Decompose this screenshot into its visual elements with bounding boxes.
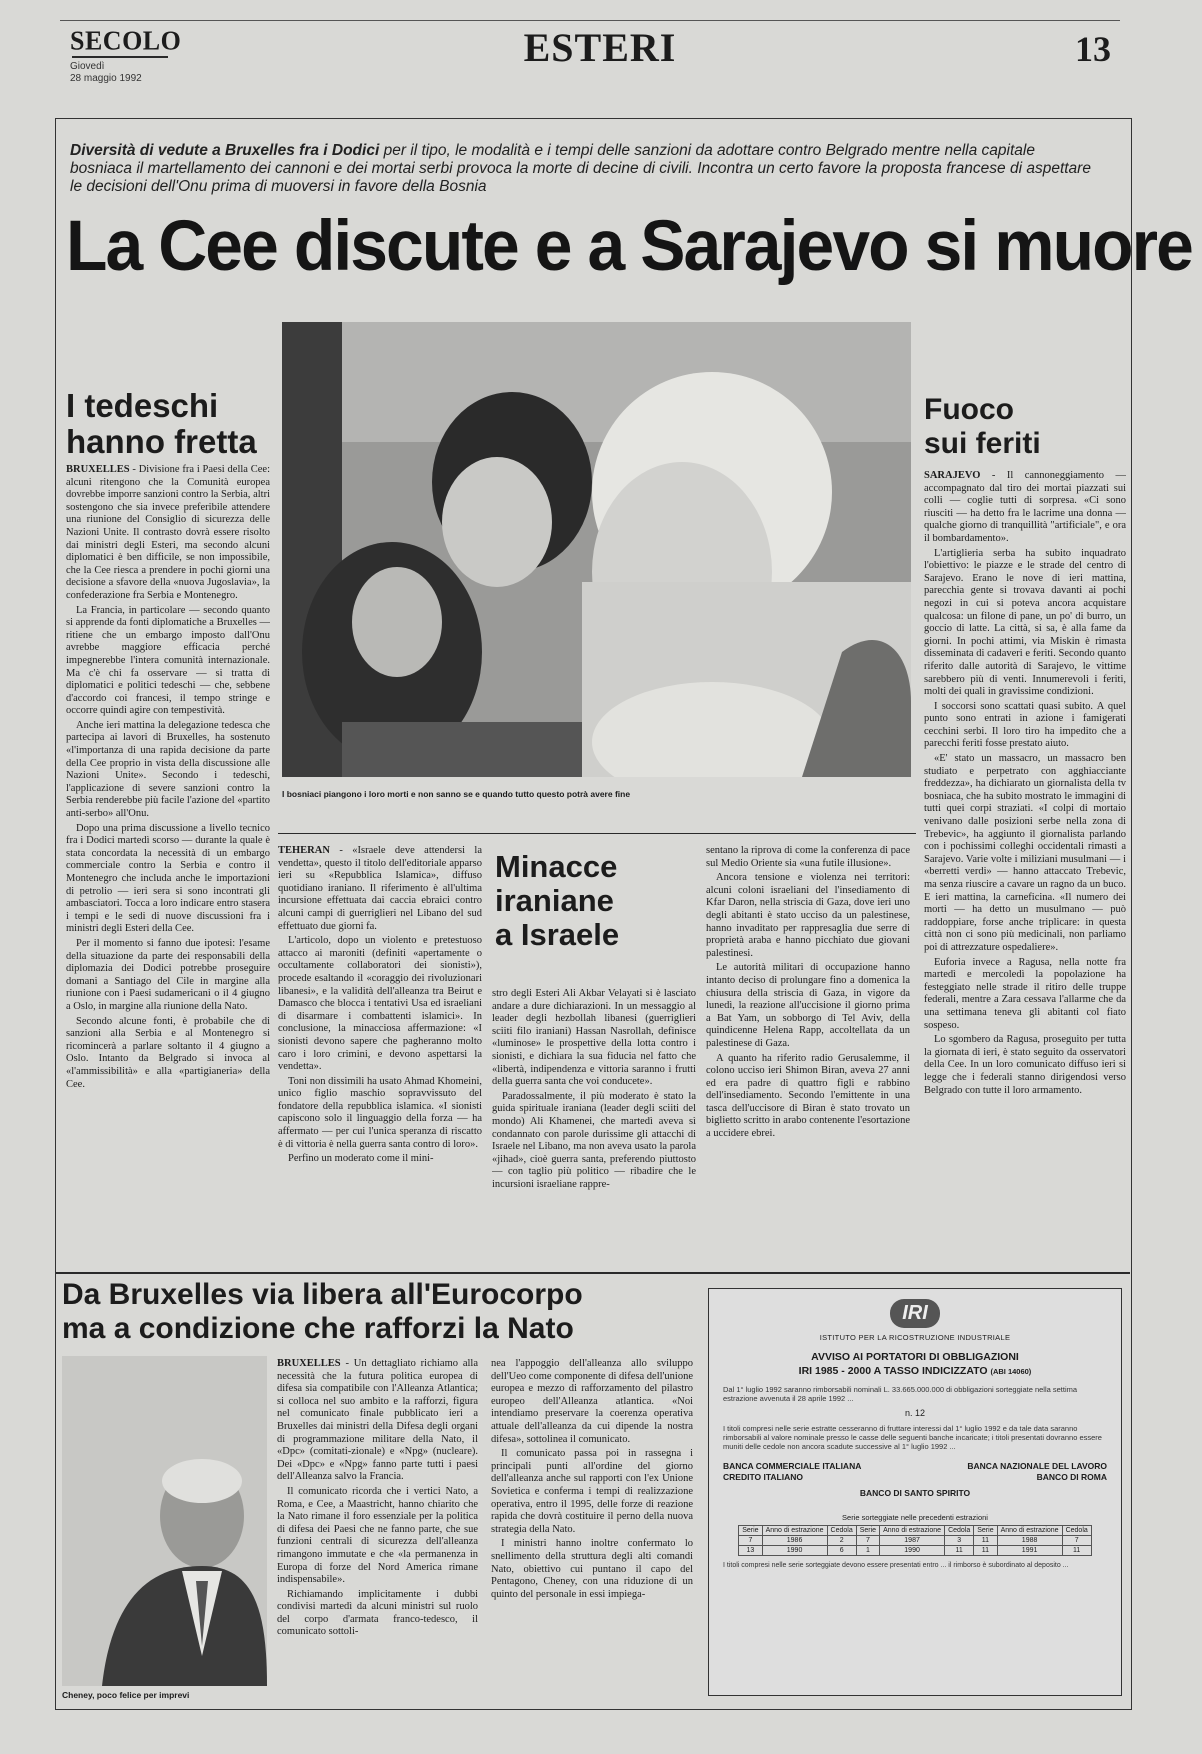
kicker-bold: Diversità di vedute a Bruxelles fra i Dodici	[70, 142, 380, 159]
paragraph: «E' stato un massacro, un massacro ben studiato e perpetrato con agghiacciante freddezza», ha dichiarato un giornalista della tv bosniaca, che ha subito mostrato le immagini di tutti quei corpi straziati. «I colpi di mortaio venivano dalle posizioni serbe nella zona di Trebevic», ha aggiunto il giornalista parlando con i pochissimi colleghi occidentali rimasti a Sarajevo. Varie volte i miliziani musulmani — i «berretti verdi» — hanno attaccato Trebevic, ma senza riuscire a cavare un ragno da un buco. E ieri mattina, la carneficina. «Il numero dei morti — ha detto un musulmano — può raddoppiare, forse anche triplicare: in questa città non ci sono più medicinali, non parliamo poi di attrezzature ospedaliere».	[924, 753, 1126, 953]
paragraph: TEHERAN - «Israele deve attendersi la vendetta», questo il titolo dell'editoriale apparso ieri su «Repubblica Islamica», diffuso quotidiano iraniano. Il riferimento è all'ultima incursione effettuata dai caccia ebraici contro alcuni campi di guerriglieri nel Libano del sud effettuato due giorni fa.	[278, 845, 482, 932]
table-row	[739, 1546, 1092, 1556]
bank-5: BANCO DI SANTO SPIRITO	[859, 1488, 971, 1498]
masthead-top-rule	[60, 20, 1120, 21]
paragraph: Le autorità militari di occupazione hanno intanto deciso di prolungare fino a domenica la chiusura della striscia di Gaza, in vigore da lunedì, la reazione all'uccisione il giorno prima a Bat Yam, un sobborgo di Tel Aviv, della quindicenne Helena Rapp, accoltellata da un palestinese di Gaza.	[706, 962, 910, 1049]
paper-name: SECOLO	[70, 25, 182, 56]
notice-body-2: I titoli compresi nelle serie estratte cesseranno di fruttare interessi dal 1° luglio 1992 e da tale data saranno rimborsabili al valore nominale presso le casse delle seguenti banche incaricate; i titoli presentati dovranno essere muniti delle cedole non ancora scadute successive al 1° luglio 1992 ...	[723, 1424, 1102, 1451]
iri-bond-notice	[708, 1288, 1122, 1696]
eurocorpo-col-1	[277, 1358, 478, 1704]
issue-date: 28 maggio 1992	[70, 73, 142, 84]
paragraph: La Francia, in particolare — secondo quanto si apprende da fonti diplomatiche a Bruxelles — ritiene che un embargo imposto dall'Onu avrebbe maggiore efficacia perché impegnerebbe l'intera comunità internazionale. Ma c'è chi fa osservare — si tratta di diplomatici e politici tedeschi — che, sebbene d'accordo coi francesi, il tempo stringe e occorre quindi agire con tempestività.	[66, 604, 270, 717]
paper-name-underline	[72, 56, 168, 58]
table-header-cell: Serie	[856, 1526, 879, 1536]
table-cell: 11	[945, 1546, 974, 1556]
lower-section-rule	[56, 1272, 1130, 1274]
table-title: Serie sorteggiate nelle precedenti estrazioni	[842, 1513, 988, 1522]
dateline: TEHERAN	[278, 845, 330, 856]
tedeschi-title-line2: hanno fretta	[66, 423, 257, 460]
notice-title: AVVISO AI PORTATORI DI OBBLIGAZIONI	[811, 1351, 1019, 1363]
paragraph: I soccorsi sono scattati quasi subito. A quel punto sono entrati in azione i famigerati cecchini serbi. Il loro tiro ha impedito che a parecchi feriti fosse prestato aiuto.	[924, 700, 1126, 750]
cheney-photo	[62, 1356, 267, 1686]
main-photo	[282, 322, 911, 777]
eurocorpo-headline-line1: Da Bruxelles via libera all'Eurocorpo	[62, 1278, 583, 1311]
table-row	[739, 1536, 1092, 1546]
table-header-cell: Serie	[739, 1526, 762, 1536]
table-cell: 13	[739, 1546, 762, 1556]
paragraph: Per il momento si fanno due ipotesi: l'esame della situazione da parte dei responsabili della diplomazia dei Dodici potrebbe proseguire domani a Santiago del Cile in margine alla riunione con i Paesi sudamericani o il 4 giugno a Oslo, in margine alla riunione della Nato.	[66, 937, 270, 1012]
table-header-cell: Anno di estrazione	[997, 1526, 1062, 1536]
tedeschi-title	[66, 388, 257, 460]
cheney-photo-caption: Cheney, poco felice per imprevi	[62, 1690, 190, 1700]
table-header-cell: Serie	[974, 1526, 997, 1536]
paragraph: nea l'appoggio dell'alleanza allo sviluppo dell'Ueo come componente di difesa dell'unione europea e mezzo di rafforzamento del pilastro europeo dell'Alleanza atlantica. «Noi intendiamo preservare la coerenza operativa attuale dell'alleanza da cui dipende la nostra difesa», sottolinea il comunicato.	[491, 1358, 693, 1445]
paragraph: BRUXELLES - Un dettagliato richiamo alla necessità che la futura politica europea di difesa sia compatibile con l'Alleanza Atlantica; si colloca nel suo ambito e la rafforzi, figura nel comunicato finale pubblicato ieri a Bruxelles dai ministri della Difesa degli organi di programmazione militare della Nato, il «Dpc» (comitati-zionale) e «Npg» (nucleare). Dei «Dpc» e «Npg» fanno parte tutti i paesi dell'Alleanza salvo la Francia.	[277, 1358, 478, 1483]
mourners-photo-icon	[282, 322, 911, 777]
fuoco-title	[924, 393, 1041, 461]
paragraph: SARAJEVO - Il cannoneggiamento — accompagnato dal tiro dei mortai piazzati sui colli — coglie tutti di sorpresa. «Ci sono riusciti — ha detto fra le lacrime una donna — qualche giorno di tranquillità "artificiale", e ora il bombardamento».	[924, 470, 1126, 544]
table-cell: 1987	[880, 1536, 945, 1546]
table-cell: 11	[974, 1536, 997, 1546]
tedeschi-article	[66, 464, 270, 1260]
table-header-cell: Anno di estrazione	[880, 1526, 945, 1536]
paragraph: Perfino un moderato come il mini-	[288, 1153, 434, 1165]
minacce-title-line3: a Israele	[495, 917, 620, 952]
table-cell: 7	[856, 1536, 879, 1546]
main-headline: La Cee discute e a Sarajevo si muore	[66, 207, 1192, 286]
paragraph: stro degli Esteri Ali Akbar Velayati si è lasciato andare a dure dichiarazioni. In un messaggio al leader degli hezbollah libanesi (guerriglieri sciiti filo iraniani) Hassan Nasrollah, definisce «luminose» le prospettive della lotta contro i sionisti, e dichiara la sua fiducia nel fatto che «libertà, indipendenza e vittoria saranno i frutti della guerra santa che voi conducete».	[492, 988, 696, 1088]
section-title: ESTERI	[523, 25, 677, 70]
table-cell: 1988	[997, 1536, 1062, 1546]
dateline: BRUXELLES	[66, 464, 130, 475]
table-cell: 7	[1062, 1536, 1091, 1546]
minacce-col-2	[492, 988, 696, 1269]
notice-body-1: Dal 1° luglio 1992 saranno rimborsabili nominali L. 33.665.000.000 di obbligazioni sorteggiate nella settima estrazione avvenuta il 28 aprile 1992 ...	[723, 1385, 1078, 1403]
paragraph: BRUXELLES - Divisione fra i Paesi della Cee: alcuni ritengono che la Comunità europea dovrebbe imporre sanzioni contro la Serbia, altri sostengono che sia invece preferibile attendere una riunione del Consiglio di sicurezza delle Nazioni Unite. Il contrasto dovrà essere risolto dai ministri degli Esteri, ma secondo alcuni diplomatici è ben difficile, se non impossibile, che la Cee riesca a prendere in pochi giorni una decisione a sfavore della «nuova Jugoslavia», la confederazione fra Serbia e Montenegro.	[66, 464, 270, 601]
fuoco-title-line1: Fuoco	[924, 393, 1014, 426]
minacce-top-rule	[278, 833, 916, 834]
minacce-col-3	[706, 845, 910, 1269]
paragraph: Anche ieri mattina la delegazione tedesca che partecipa ai lavori di Bruxelles, ha sostenuto «l'importanza di una rapida decisione da parte della Cee proprio in vista della discussione alle Nazioni Unite». Secondo i tedeschi, l'applicazione di severe sanzioni contro la Serbia renderebbe più facile l'azione del «partito anti-serbo» all'Onu.	[66, 719, 270, 820]
paragraph: A quanto ha riferito radio Gerusalemme, il colono ucciso ieri Shimon Biran, aveva 27 anni ed era padre di quattro figli e rabbino dell'insediamento. Secondo l'emittente in una tasca dell'uccisore di Biran è stato trovato un biglietto scritto in arabo contenente l'esortazione a uccidere ebrei.	[706, 1052, 910, 1140]
series-number: n. 12	[904, 1408, 926, 1418]
paragraph: Il comunicato passa poi in rassegna i principali punti all'ordine del giorno dell'alleanza anche sul rapporti con l'ex Unione Sovietica e conferma i tempi di realizzazione operativa, entro il 1995, delle forze di reazione rapida che dovrà costituire il perno della nuova strategia della Nato.	[491, 1448, 693, 1535]
paragraph: Richiamando implicitamente i dubbi condivisi martedì da alcuni ministri sul ruolo del corpo d'armata franco-tedesco, il comunicato sottoli-	[277, 1588, 478, 1638]
table-cell: 11	[974, 1546, 997, 1556]
paragraph: Euforia invece a Ragusa, nella notte fra martedì e mercoledì la popolazione ha festeggiato nelle strade il ritiro delle truppe federali, mentre a Zara cessava l'allarme che da una settimana teneva gli abitanti col fiato sospeso.	[924, 956, 1126, 1031]
dateline: BRUXELLES	[277, 1358, 341, 1369]
eurocorpo-headline	[62, 1278, 702, 1346]
paragraph: Lo sgombero da Ragusa, proseguito per tutta la giornata di ieri, è stato seguito da osservatori della Cee. In un loro comunicato diffuso ieri si legge che i federali stanno dirigendosi verso Belgrado con tutte il loro armamento.	[924, 1034, 1126, 1096]
main-photo-caption: I bosniaci piangono i loro morti e non sanno se e quando tutto questo potrà avere fine	[282, 789, 631, 799]
table-cell: 7	[739, 1536, 762, 1546]
fuoco-article	[924, 470, 1126, 1270]
paragraph: I ministri hanno inoltre confermato lo snellimento della struttura degli alti comandi Nato, obiettivo cui puntano il capo del Pentagono, Cheney, con una riduzione di un quinto del personale in essi impiega-	[491, 1538, 693, 1600]
bank-4: BANCO DI ROMA	[1036, 1472, 1107, 1482]
paragraph: Toni non dissimili ha usato Ahmad Khomeini, unico figlio maschio sopravvissuto del fondatore della repubblica islamica. «I sionisti capiscono solo il linguaggio della forza — ha affermato — per cui l'unica speranza di riscatto è di vittoria è nella guerra santa contro di loro».	[278, 1075, 482, 1150]
bank-1: BANCA COMMERCIALE ITALIANA	[723, 1461, 862, 1471]
kicker-text: per il tipo, le modalità e i tempi delle sanzioni da adottare contro Belgrado mentre nella capitale bosniaca il martellamento dei cannoni e dei mortai serbi provoca la morte di decine di civili. Incontra un certo favore la proposta francese di aspettare le decisioni dell'Onu prima di muoversi in favore della Bosnia	[70, 142, 1091, 195]
minacce-title-line2: iraniane	[495, 883, 614, 918]
extraction-table	[738, 1525, 1092, 1556]
minacce-col-1	[278, 845, 482, 1269]
table-cell: 6	[827, 1546, 856, 1556]
notice-footer: I titoli compresi nelle serie sorteggiate devono essere presentati entro ... il rimborso è subordinato al deposito ...	[723, 1562, 1069, 1569]
issue-day: Giovedì	[70, 61, 105, 72]
table-header-cell: Anno di estrazione	[762, 1526, 827, 1536]
iri-institute: ISTITUTO PER LA RICOSTRUZIONE INDUSTRIALE	[819, 1333, 1011, 1342]
paragraph: sentano la riprova di come la conferenza di pace sul Medio Oriente sia «una futile illusione».	[706, 845, 910, 869]
page-number: 13	[1075, 29, 1111, 69]
paragraph: L'articolo, dopo un violento e pretestuoso attacco ai maroniti (definiti «apertamente o occultamente collaboratori dei sionisti»), procede esaltando il «coraggio dei rivoluzionari libanesi», e la validità dell'alleanza tra Beirut e Damasco che blocca i tentativi Usa ed israeliani di disarmare i combattenti islamici». In conclusione, la minacciosa affermazione: «I sionisti devono sapere che pagheranno molto caro i loro crimini, e devono aspettarsi la vendetta».	[278, 935, 482, 1073]
paragraph: Ancora tensione e violenza nei territori: alcuni coloni israeliani del l'insediamento di Kfar Daron, nella striscia di Gaza, dove ieri uno degli abitanti è stato ucciso da un palestinese, hanno invaditato per rappresaglia due serre di proprietà araba e hanno picchiato due giovani palestinesi.	[706, 872, 910, 959]
bank-2: BANCA NAZIONALE DEL LAVORO	[967, 1461, 1107, 1471]
table-header-cell: Cedola	[945, 1526, 974, 1536]
dateline: SARAJEVO	[924, 470, 981, 481]
paragraph: Secondo alcune fonti, è probabile che di sanzioni alla Serbia e al Montenegro si ricomincerà a parlare soltanto il 4 giugno a Oslo. Intanto da Belgrado si invoca al «l'ammissibilità» e alla «partigianeria» della Cee.	[66, 1015, 270, 1090]
paragraph: L'artiglieria serba ha subito inquadrato l'obiettivo: le piazze e le strade del centro di Sarajevo. Erano le nove di ieri mattina, parecchia gente si trovava davanti ai pochi negozi in cui si poteva ancora acquistare qualcosa: un filone di pane, un po' di burro, un goccio di latte. La città, si sa, è alla fame da giorni. In pochi attimi, via Miskin è rimasta disseminata di cadaveri e feriti. Secondo quanto riferito dalle autorità di Sarajevo, le vittime sarebbero più di venti. Innumerevoli i feriti, molti dei quali in gravissime condizioni.	[924, 547, 1126, 698]
minacce-title	[495, 850, 619, 952]
table-header-cell: Cedola	[1062, 1526, 1091, 1536]
bank-3: CREDITO ITALIANO	[723, 1472, 803, 1482]
paragraph: Dopo una prima discussione a livello tecnico fra i Dodici martedì scorso — durante la quale è stata concordata la necessità di un embargo commerciale contro la Serbia e contro il Montenegro che includa anche le importazioni di petrolio — ieri sera si sono incontrati gli ambasciatori. Tocca a loro indicare entro stasera i tempi e le sedi di nuove discussioni fra i ministri degli Esteri della Cee.	[66, 822, 270, 935]
table-cell: 1	[856, 1546, 879, 1556]
table-cell: 1986	[762, 1536, 827, 1546]
table-cell: 1990	[762, 1546, 827, 1556]
kicker	[70, 142, 1100, 196]
minacce-title-line1: Minacce	[495, 849, 618, 884]
table-header-cell: Cedola	[827, 1526, 856, 1536]
table-cell: 1990	[880, 1546, 945, 1556]
table-cell: 1991	[997, 1546, 1062, 1556]
bond-code: (ABI 14060)	[990, 1367, 1032, 1376]
eurocorpo-headline-line2: ma a condizione che rafforzi la Nato	[62, 1312, 574, 1345]
table-cell: 2	[827, 1536, 856, 1546]
iri-logo: IRI	[890, 1299, 940, 1328]
eurocorpo-col-2	[491, 1358, 693, 1704]
table-cell: 3	[945, 1536, 974, 1546]
fuoco-title-line2: sui feriti	[924, 427, 1041, 460]
paragraph: Il comunicato ricorda che i vertici Nato, a Roma, e Cee, a Maastricht, hanno chiarito che la Nato rimane il foro essenziale per la politica di difesa dei Paesi che ne fanno parte, che sue funzioni centrali di sicurezza dell'alleanza rimangono immutate e che «la permanenza in Europa di forze del Nord America rimane indispensabile».	[277, 1485, 478, 1586]
table-cell: 11	[1062, 1546, 1091, 1556]
cheney-portrait-icon	[62, 1356, 267, 1686]
tedeschi-title-line1: I tedeschi	[66, 387, 219, 424]
paragraph: Paradossalmente, il più moderato è stato la guida spirituale iraniana (leader degli sciiti del mondo) Ali Khamenei, che martedì aveva sì condannato con parole durissime gli attacchi di Israele nel Libano, ma non aveva usato la parola «jihad», cioè guerra santa, preferendo piuttosto — con taglio più politico — ribadire che le incursioni israeliane rappre-	[492, 1090, 696, 1190]
masthead	[0, 0, 1202, 84]
bond-name: IRI 1985 - 2000 A TASSO INDICIZZATO	[798, 1365, 988, 1377]
